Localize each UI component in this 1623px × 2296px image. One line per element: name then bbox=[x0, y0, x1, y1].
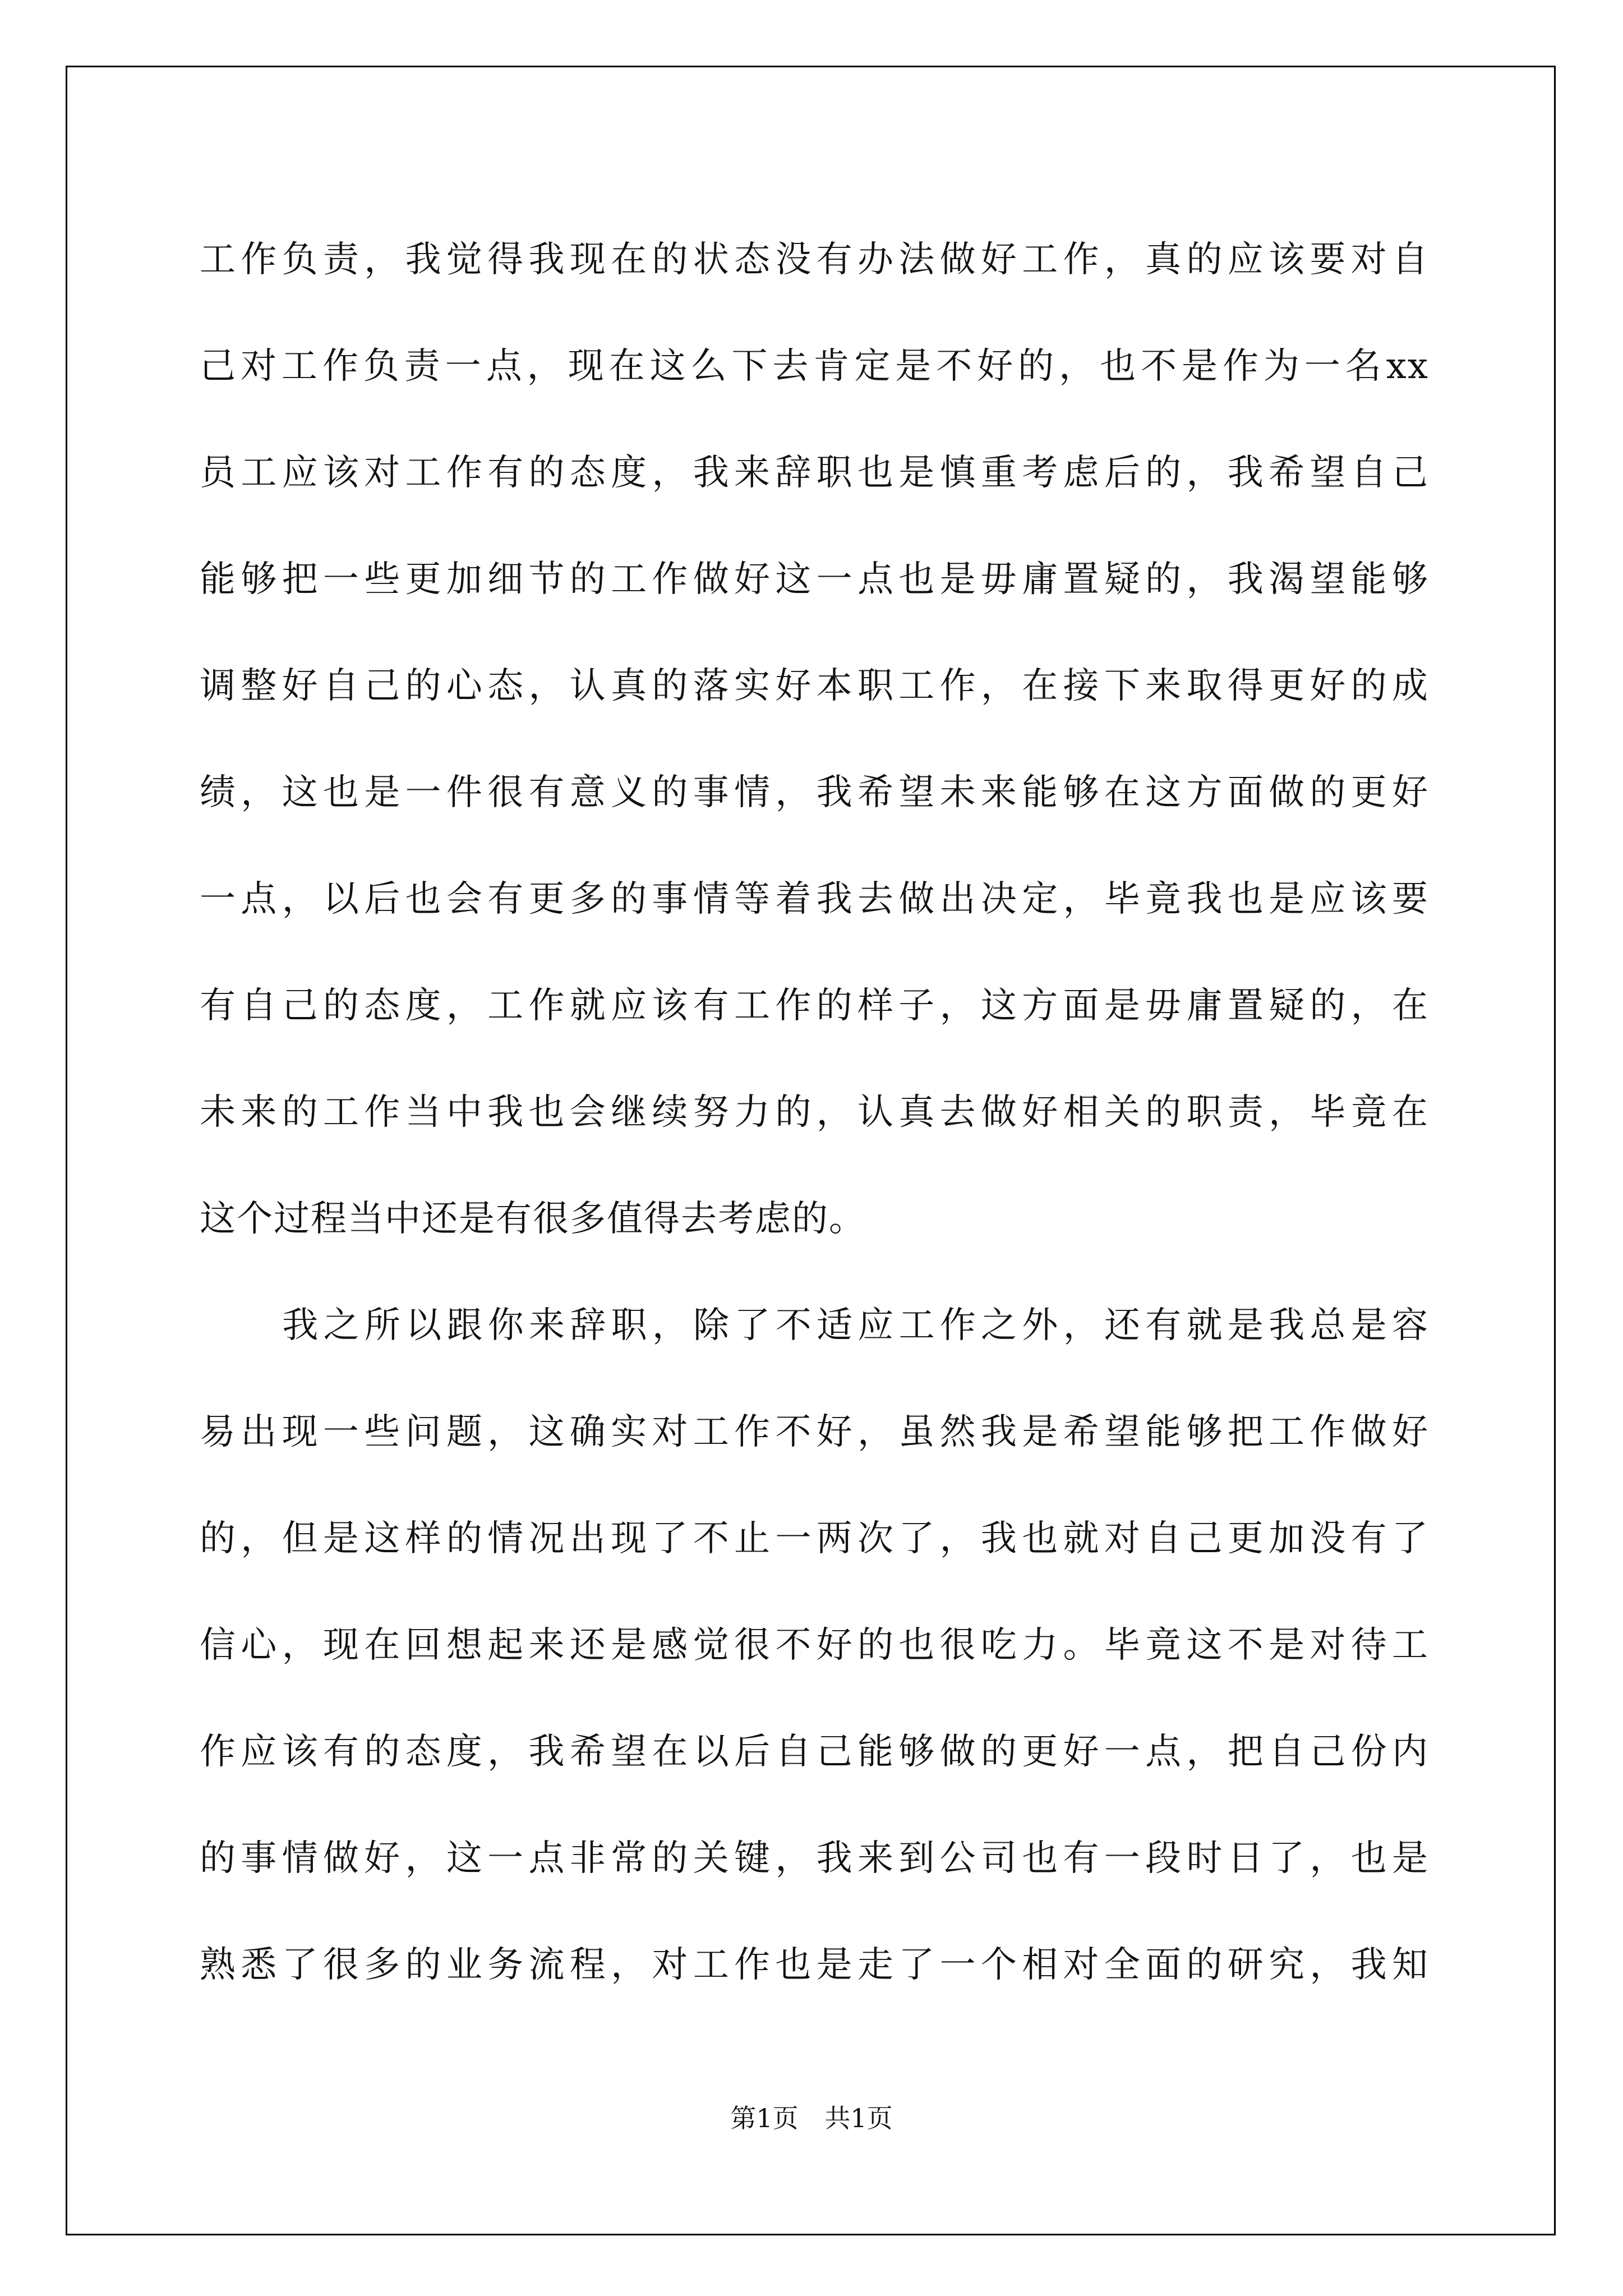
paragraph-line: 熟悉了很多的业务流程，对工作也是走了一个相对全面的研究，我知 bbox=[200, 1944, 1429, 1986]
paragraph-line: 的，但是这样的情况出现了不止一两次了，我也就对自己更加没有了 bbox=[200, 1518, 1429, 1559]
paragraph-line: 能够把一些更加细节的工作做好这一点也是毋庸置疑的，我渴望能够 bbox=[200, 559, 1429, 600]
page-footer bbox=[0, 2098, 1623, 2135]
paragraph-line: 信心，现在回想起来还是感觉很不好的也很吃力。毕竟这不是对待工 bbox=[200, 1625, 1429, 1666]
paragraph-line: 调整好自己的心态，认真的落实好本职工作，在接下来取得更好的成 bbox=[200, 665, 1429, 707]
page-total: 共1页 bbox=[824, 2103, 893, 2133]
paragraph-line-first bbox=[200, 1272, 1429, 1379]
paragraph-line: 未来的工作当中我也会继续努力的，认真去做好相关的职责，毕竟在 bbox=[200, 1092, 1429, 1133]
paragraph-line: 一点，以后也会有更多的事情等着我去做出决定，毕竟我也是应该要 bbox=[200, 878, 1429, 920]
paragraph-line: 这个过程当中还是有很多值得去考虑的。 bbox=[200, 1198, 866, 1240]
paragraph-line: 作应该有的态度，我希望在以后自己能够做的更好一点，把自己份内 bbox=[200, 1731, 1429, 1773]
paragraph-line: 绩，这也是一件很有意义的事情，我希望未来能够在这方面做的更好 bbox=[200, 772, 1429, 813]
paragraph-line: 的事情做好，这一点非常的关键，我来到公司也有一段时日了，也是 bbox=[200, 1838, 1429, 1879]
page-number: 第1页 bbox=[730, 2103, 799, 2133]
paragraph-line: 工作负责，我觉得我现在的状态没有办法做好工作，真的应该要对自 bbox=[200, 239, 1429, 280]
paragraph-line-text: 我之所以跟你来辞职，除了不适应工作之外，还有就是我总是容 bbox=[278, 1305, 1429, 1346]
paragraph-line: 员工应该对工作有的态度，我来辞职也是慎重考虑后的，我希望自己 bbox=[200, 452, 1429, 494]
paragraph-line: 己对工作负责一点，现在这么下去肯定是不好的，也不是作为一名xx bbox=[200, 346, 1429, 387]
document-body bbox=[200, 206, 1429, 2018]
paragraph-line: 有自己的态度，工作就应该有工作的样子，这方面是毋庸置疑的，在 bbox=[200, 985, 1429, 1027]
paragraph-line: 易出现一些问题，这确实对工作不好，虽然我是希望能够把工作做好 bbox=[200, 1411, 1429, 1453]
